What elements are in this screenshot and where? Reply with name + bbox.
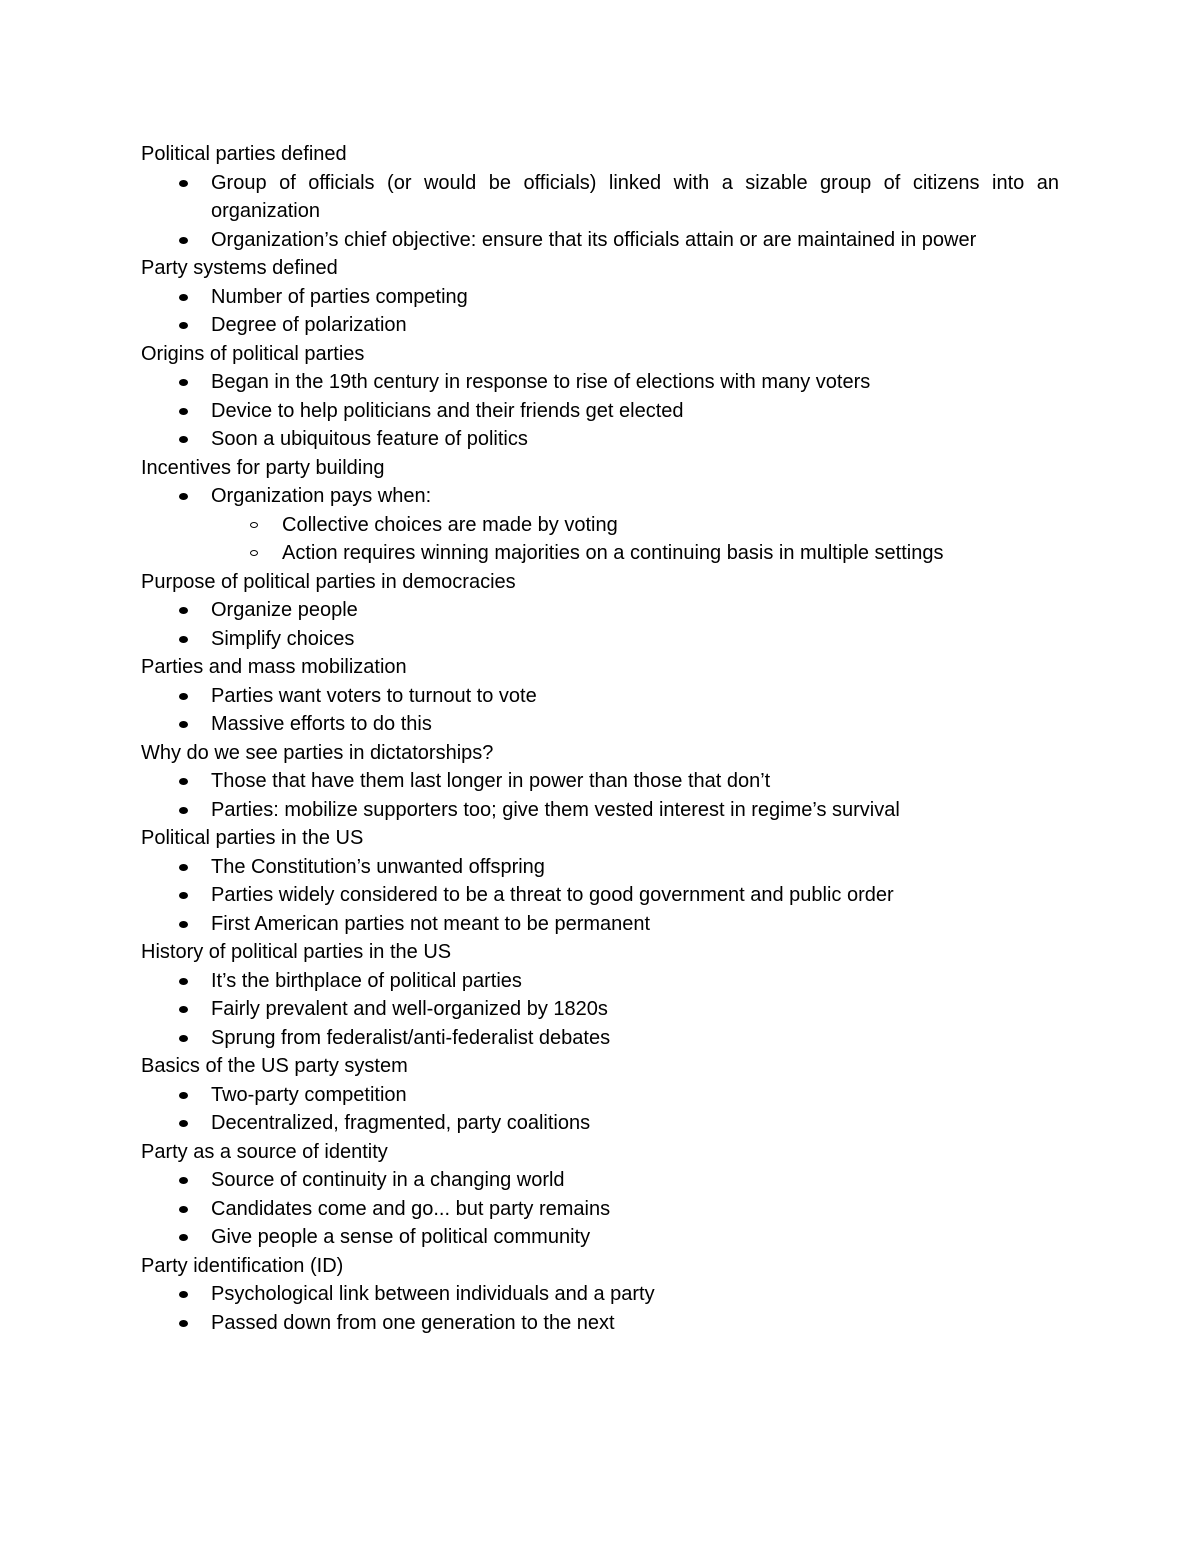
document-page — [141, 140, 1059, 1337]
section-heading: Party identification (ID) — [141, 1254, 344, 1277]
sub-bullet-item — [141, 511, 1059, 540]
section-heading: Political parties in the US — [141, 827, 364, 849]
section-heading: History of political parties in the US — [141, 941, 452, 963]
bullet-item-text: Organization’s chief objective: ensure that its officials attain or are maintained in power — [211, 228, 977, 251]
filled-bullet-icon — [179, 1006, 188, 1013]
filled-bullet-icon — [179, 921, 188, 928]
section-heading: Why do we see parties in dictatorships? — [141, 741, 494, 764]
bullet-item-text: Decentralized, fragmented, party coalitions — [211, 1112, 591, 1134]
bullet-item-text: Device to help politicians and their friends get elected — [211, 399, 684, 422]
filled-bullet-icon — [179, 322, 188, 329]
bullet-item — [141, 283, 1059, 312]
bullet-item — [141, 169, 1059, 226]
sub-bullet-item-text: Collective choices are made by voting — [282, 513, 618, 536]
bullet-item — [141, 425, 1059, 454]
hollow-bullet-icon — [250, 550, 258, 556]
bullet-item — [141, 1109, 1059, 1138]
bullet-item-text: It’s the birthplace of political parties — [211, 969, 522, 992]
bullet-item — [141, 767, 1059, 796]
filled-bullet-icon — [179, 1120, 188, 1127]
bullet-item — [141, 311, 1059, 340]
filled-bullet-icon — [179, 607, 188, 614]
bullet-item — [141, 853, 1059, 882]
bullet-item — [141, 1223, 1059, 1252]
filled-bullet-icon — [179, 1206, 188, 1213]
bullet-item-text: First American parties not meant to be permanent — [211, 912, 651, 935]
bullet-item — [141, 910, 1059, 939]
bullet-item-text: Passed down from one generation to the next — [211, 1311, 615, 1334]
bullet-item-text: Simplify choices — [211, 627, 355, 650]
bullet-item-text: Massive efforts to do this — [211, 713, 432, 735]
filled-bullet-icon — [179, 864, 188, 871]
filled-bullet-icon — [179, 1092, 188, 1099]
section-heading: Origins of political parties — [141, 342, 365, 365]
filled-bullet-icon — [179, 1177, 188, 1184]
filled-bullet-icon — [179, 693, 188, 700]
sub-bullet-item — [141, 539, 1059, 568]
bullet-item — [141, 1081, 1059, 1110]
bullet-item — [141, 881, 1059, 910]
bullet-item-text: Give people a sense of political community — [211, 1226, 591, 1248]
bullet-item-text: Two-party competition — [211, 1083, 407, 1106]
filled-bullet-icon — [179, 807, 188, 814]
section-heading: Incentives for party building — [141, 456, 385, 479]
filled-bullet-icon — [179, 379, 188, 386]
bullet-item — [141, 625, 1059, 654]
bullet-item — [141, 482, 1059, 511]
bullet-item — [141, 596, 1059, 625]
bullet-item-text: Soon a ubiquitous feature of politics — [211, 428, 528, 450]
filled-bullet-icon — [179, 1035, 188, 1042]
bullet-item — [141, 710, 1059, 739]
bullet-item-text: Sprung from federalist/anti-federalist debates — [211, 1026, 611, 1049]
filled-bullet-icon — [179, 180, 188, 187]
bullet-item — [141, 1309, 1059, 1338]
bullet-item-text: Candidates come and go... but party remains — [211, 1197, 611, 1220]
filled-bullet-icon — [179, 978, 188, 985]
filled-bullet-icon — [179, 493, 188, 500]
hollow-bullet-icon — [250, 522, 258, 528]
bullet-item — [141, 226, 1059, 255]
filled-bullet-icon — [179, 1320, 188, 1327]
section-heading: Basics of the US party system — [141, 1055, 408, 1077]
bullet-item-text: Group of officials (or would be officials) linked with a sizable group of citizens into an organization — [211, 171, 1059, 222]
section-heading: Party as a source of identity — [141, 1140, 388, 1163]
bullet-item-text: Organization pays when: — [211, 485, 432, 507]
filled-bullet-icon — [179, 237, 188, 244]
bullet-item-text: Parties want voters to turnout to vote — [211, 684, 537, 707]
bullet-item — [141, 682, 1059, 711]
filled-bullet-icon — [179, 1234, 188, 1241]
bullet-item — [141, 1280, 1059, 1309]
bullet-item — [141, 796, 1059, 825]
bullet-item-text: Those that have them last longer in power than those that don’t — [211, 770, 771, 792]
filled-bullet-icon — [179, 408, 188, 415]
bullet-item-text: Source of continuity in a changing world — [211, 1169, 565, 1191]
sub-bullet-item-text: Action requires winning majorities on a continuing basis in multiple settings — [282, 542, 944, 564]
bullet-item — [141, 1166, 1059, 1195]
bullet-item — [141, 967, 1059, 996]
bullet-item-text: Parties widely considered to be a threat to good government and public order — [211, 884, 894, 906]
bullet-item — [141, 995, 1059, 1024]
filled-bullet-icon — [179, 721, 188, 728]
filled-bullet-icon — [179, 778, 188, 785]
section-heading: Purpose of political parties in democracies — [141, 570, 516, 593]
section-heading: Party systems defined — [141, 257, 338, 279]
bullet-item-text: The Constitution’s unwanted offspring — [211, 855, 545, 878]
bullet-item-text: Parties: mobilize supporters too; give them vested interest in regime’s survival — [211, 798, 900, 821]
filled-bullet-icon — [179, 636, 188, 643]
bullet-item-text: Fairly prevalent and well-organized by 1820s — [211, 998, 608, 1020]
bullet-item-text: Number of parties competing — [211, 285, 468, 308]
filled-bullet-icon — [179, 1291, 188, 1298]
section-heading: Political parties defined — [141, 143, 347, 165]
bullet-item — [141, 1195, 1059, 1224]
filled-bullet-icon — [179, 294, 188, 301]
bullet-item-text: Organize people — [211, 599, 358, 621]
section-heading: Parties and mass mobilization — [141, 656, 407, 678]
bullet-item-text: Degree of polarization — [211, 314, 407, 336]
bullet-item — [141, 1024, 1059, 1053]
bullet-item — [141, 397, 1059, 426]
bullet-item — [141, 368, 1059, 397]
filled-bullet-icon — [179, 436, 188, 443]
filled-bullet-icon — [179, 892, 188, 899]
bullet-item-text: Psychological link between individuals and a party — [211, 1283, 655, 1305]
bullet-item-text: Began in the 19th century in response to rise of elections with many voters — [211, 371, 871, 393]
